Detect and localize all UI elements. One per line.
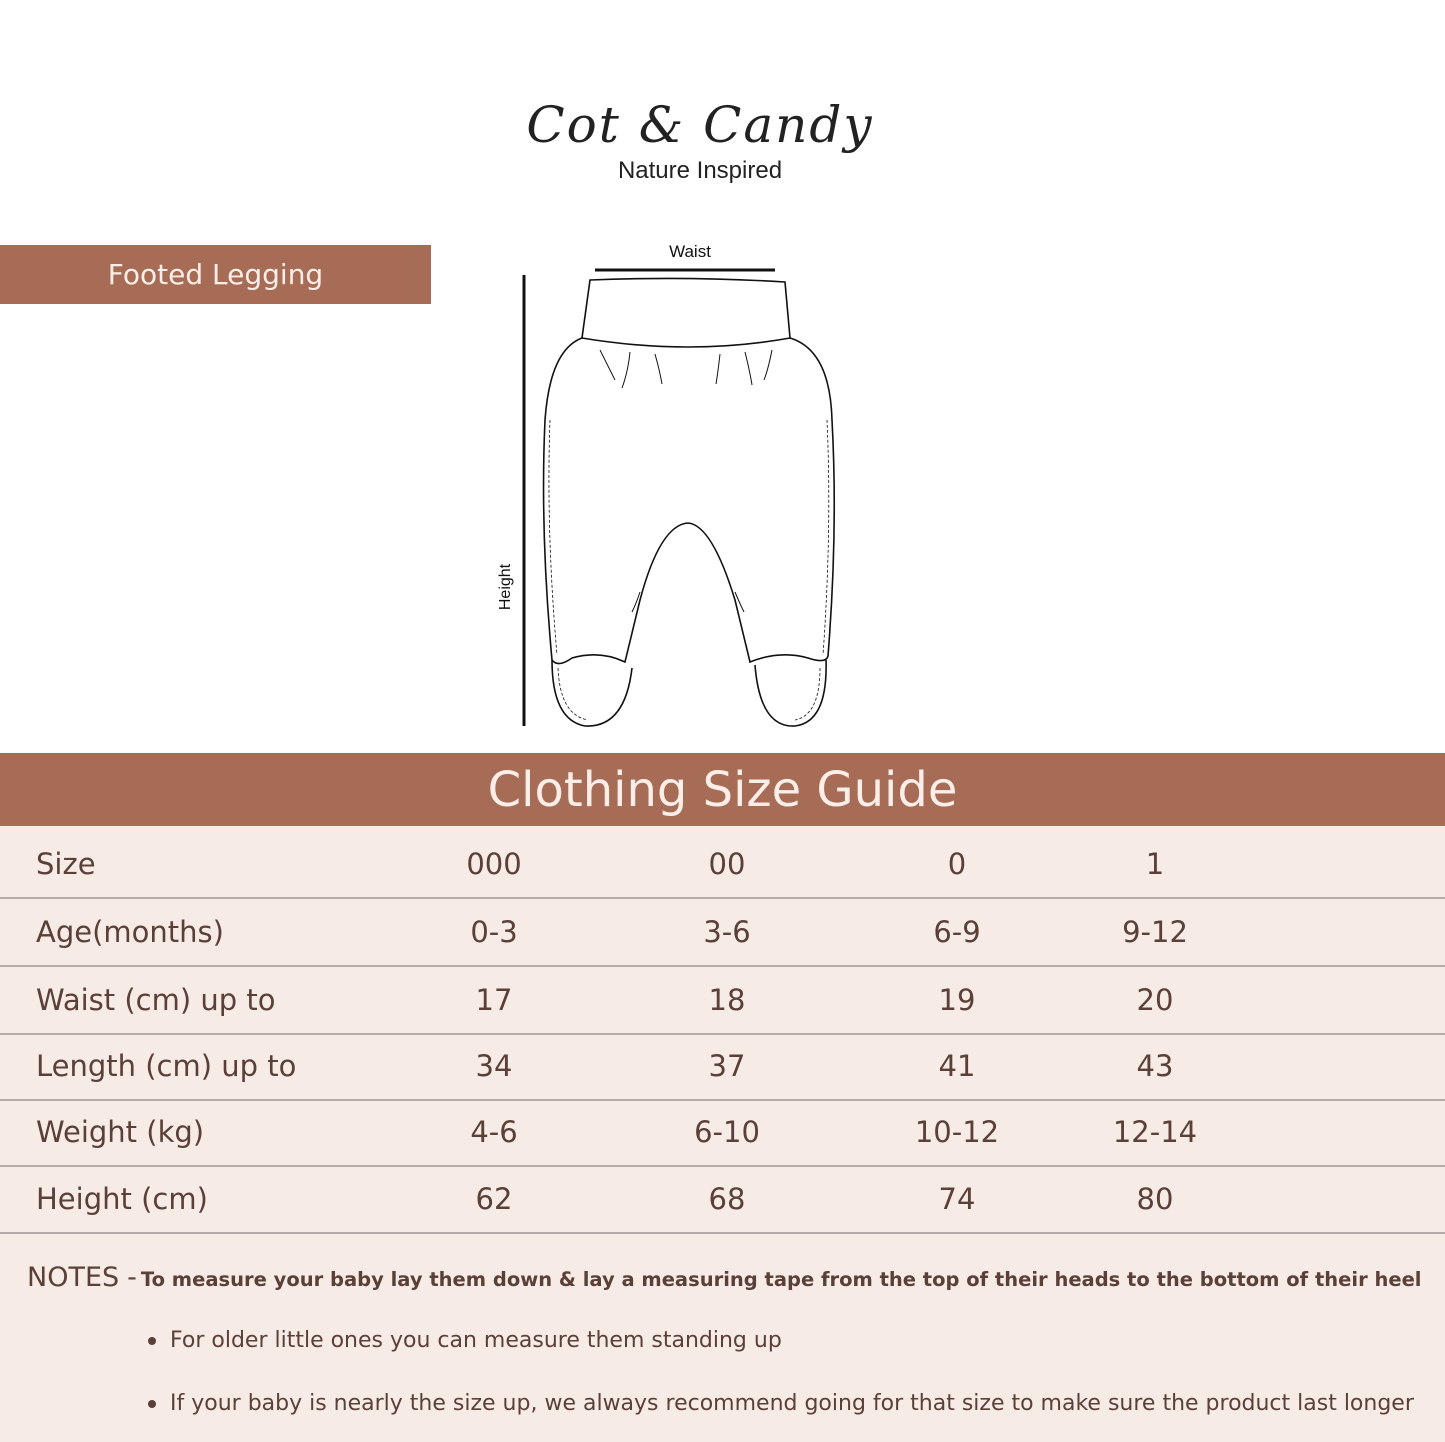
table-cell: 34 (475, 1048, 513, 1083)
row-label: Waist (cm) up to (36, 982, 276, 1017)
table-cell: 12-14 (1112, 1114, 1198, 1149)
table-cell: 0 (947, 846, 967, 881)
table-cell: 00 (708, 846, 746, 881)
table-row-length (0, 1032, 1445, 1101)
bullet-dot (148, 1400, 156, 1408)
table-cell: 18 (708, 982, 746, 1017)
footed-legging-diagram (480, 235, 860, 735)
table-cell: 37 (708, 1048, 746, 1083)
table-cell: 62 (475, 1181, 513, 1216)
notes-main-text: To measure your baby lay them down & lay a measuring tape from the top of their heads to the bottom of their heel (140, 1268, 1422, 1291)
table-cell: 20 (1136, 982, 1174, 1017)
notes-title: NOTES (27, 1262, 120, 1293)
table-row-weight (0, 1098, 1445, 1167)
table-cell: 0-3 (470, 914, 518, 949)
table-row-waist (0, 966, 1445, 1035)
product-label: Footed Legging (0, 245, 431, 304)
table-cell: 6-9 (933, 914, 981, 949)
table-cell: 80 (1136, 1181, 1174, 1216)
brand-logo (500, 95, 900, 185)
table-cell: 41 (938, 1048, 976, 1083)
table-cell: 68 (708, 1181, 746, 1216)
table-cell: 19 (938, 982, 976, 1017)
table-row-size (0, 830, 1445, 899)
notes-bullet (148, 1391, 1414, 1416)
height-label: Height (497, 563, 514, 611)
table-row-height (0, 1165, 1445, 1234)
table-cell: 43 (1136, 1048, 1174, 1083)
notes-separator: - (127, 1262, 137, 1293)
table-cell: 3-6 (703, 914, 751, 949)
size-guide-title: Clothing Size Guide (0, 753, 1445, 826)
table-cell: 1 (1145, 846, 1165, 881)
notes-bullet (148, 1328, 782, 1353)
table-cell: 74 (938, 1181, 976, 1216)
bullet-dot (148, 1337, 156, 1345)
table-cell: 6-10 (694, 1114, 760, 1149)
brand-tagline: Nature Inspired (617, 157, 783, 184)
bullet-text: For older little ones you can measure them standing up (170, 1328, 782, 1353)
waist-label: Waist (669, 242, 711, 261)
table-cell: 10-12 (914, 1114, 1000, 1149)
table-cell: 4-6 (470, 1114, 518, 1149)
row-label: Weight (kg) (36, 1114, 205, 1149)
row-label: Size (36, 846, 96, 881)
row-label: Age(months) (36, 914, 224, 949)
table-cell: 9-12 (1122, 914, 1188, 949)
table-row-age (0, 898, 1445, 967)
notes (27, 1262, 1422, 1293)
brand-name: Cot & Candy (526, 96, 874, 154)
row-label: Length (cm) up to (36, 1048, 297, 1083)
table-cell: 000 (466, 846, 522, 881)
row-label: Height (cm) (36, 1181, 208, 1216)
table-cell: 17 (475, 982, 513, 1017)
bullet-text: If your baby is nearly the size up, we always recommend going for that size to make sure the product last longer (170, 1391, 1414, 1416)
